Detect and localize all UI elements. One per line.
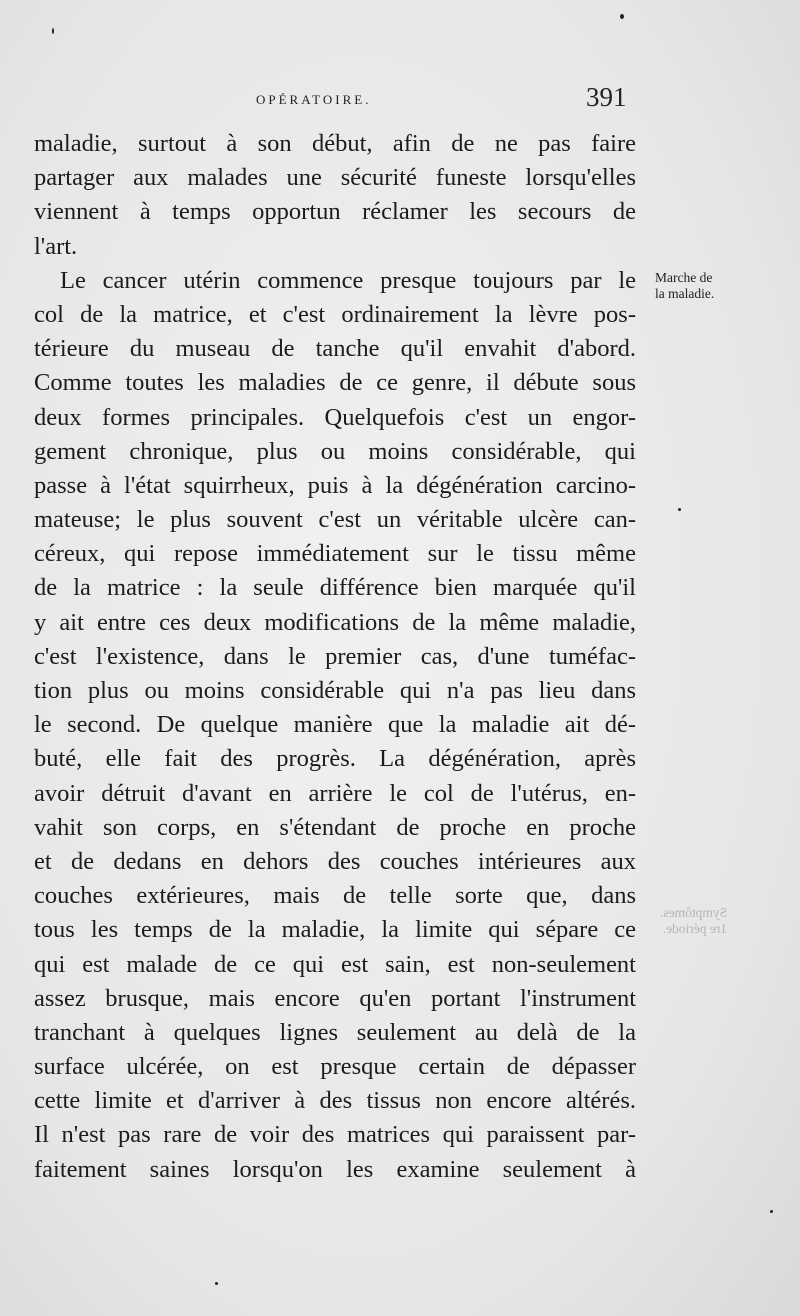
margin-note-line: Marche de (655, 270, 713, 285)
text-line: deux formes principales. Quelquefois c'est un engor- (34, 403, 636, 431)
running-header: OPÉRATOIRE. (256, 92, 372, 107)
ink-speck (52, 28, 54, 34)
text-line: et de dedans en dehors des couches intérieures aux (34, 847, 636, 875)
text-line: viennent à temps opportun réclamer les secours de (34, 198, 636, 226)
page-number: 391 (586, 82, 627, 112)
text-line: Comme toutes les maladies de ce genre, il débute sous (34, 369, 636, 397)
body-text (34, 127, 636, 1187)
text-line: tion plus ou moins considérable qui n'a pas lieu dans (34, 677, 636, 704)
text-line: couches extérieures, mais de telle sorte que, dans (34, 882, 636, 910)
text-line: col de la matrice, et c'est ordinairement la lèvre pos- (34, 300, 636, 328)
text-line: le second. De quelque manière que la maladie ait dé- (34, 711, 636, 739)
text-line: tous les temps de la maladie, la limite qui sépare ce (34, 916, 636, 944)
margin-note-line: Symptômes. (660, 905, 728, 920)
text-line: tranchant à quelques lignes seulement au delà de la (34, 1018, 636, 1046)
text-line: l'art. (34, 232, 78, 260)
text-line: avoir détruit d'avant en arrière le col de l'utérus, en- (34, 779, 636, 807)
text-line: assez brusque, mais encore qu'en portant l'instrument (34, 984, 636, 1012)
text-line: Il n'est pas rare de voir des matrices qui paraissent par- (34, 1121, 636, 1149)
text-line: qui est malade de ce qui est sain, est non-seulement (34, 950, 636, 978)
ink-speck (620, 14, 624, 19)
text-line: y ait entre ces deux modifications de la même maladie, (34, 608, 636, 636)
text-line: c'est l'existence, dans le premier cas, d'une tuméfac- (34, 642, 636, 670)
text-line: gement chronique, plus ou moins considérable, qui (34, 437, 636, 465)
text-line: térieure du museau de tanche qu'il envahit d'abord. (34, 335, 636, 363)
text-line: faitement saines lorsqu'on les examine seulement à (34, 1155, 636, 1183)
text-line: surface ulcérée, on est presque certain de dépasser (34, 1053, 636, 1081)
bleedthrough-margin-note (660, 905, 727, 937)
margin-note-marche (655, 270, 714, 302)
text-line: maladie, surtout à son début, afin de ne pas faire (34, 130, 636, 157)
text-line: partager aux malades une sécurité funeste lorsqu'elles (34, 164, 636, 192)
text-line: vahit son corps, en s'étendant de proche en proche (34, 813, 636, 841)
text-line: passe à l'état squirrheux, puis à la dégénération carcino- (34, 471, 636, 499)
text-line: buté, elle fait des progrès. La dégénération, après (34, 745, 636, 773)
margin-note-line: 1re période. (662, 921, 728, 936)
ink-speck (678, 508, 681, 511)
margin-note-line: la maladie. (655, 286, 715, 301)
text-line: céreux, qui repose immédiatement sur le tissu même (34, 540, 636, 568)
text-line: Le cancer utérin commence presque toujours par le (60, 266, 636, 294)
ink-speck (215, 1282, 218, 1285)
ink-speck (770, 1210, 773, 1213)
text-line: cette limite et d'arriver à des tissus non encore altérés. (34, 1087, 636, 1115)
text-line: mateuse; le plus souvent c'est un véritable ulcère can- (34, 506, 636, 534)
text-line: de la matrice : la seule différence bien marquée qu'il (34, 574, 636, 602)
